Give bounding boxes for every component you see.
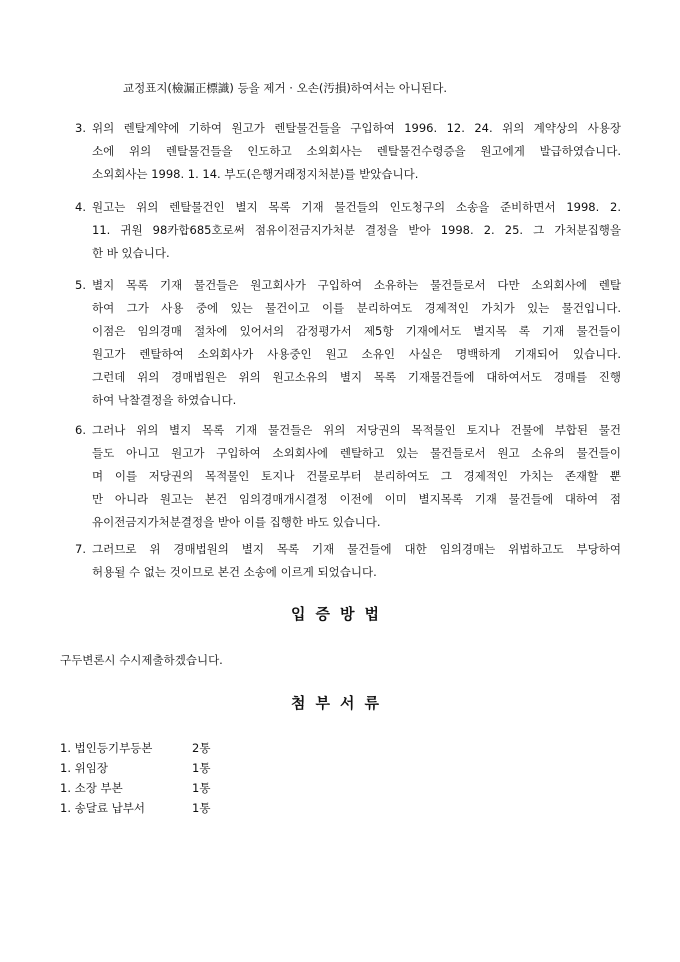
paragraph-line: 원고가 렌탈하여 소외회사가 사용중인 원고 소유인 사실은 명백하게 기재되어 있습니다. bbox=[92, 347, 621, 361]
paragraph-item-5 bbox=[75, 274, 621, 412]
paragraph-item-6 bbox=[75, 419, 621, 534]
attachments-heading: 첨부서류 bbox=[291, 694, 389, 712]
attachment-name: 1. 소장 부본 bbox=[60, 781, 123, 795]
paragraph-line: 한 바 있습니다. bbox=[92, 246, 170, 260]
paragraph-line: 유이전금지가처분결정을 받아 이를 집행한 바도 있습니다. bbox=[92, 515, 381, 529]
paragraph-line: 소에 위의 렌탈물건들을 인도하고 소외회사는 렌탈물건수령증을 원고에게 발급하였습니다. bbox=[92, 144, 621, 158]
paragraph-line: 그런데 위의 경매법원은 위의 원고소유의 별지 목록 기재물건들에 대하여서도 경매를 진행 bbox=[92, 370, 621, 384]
continuation-line: 교정표지(檢漏正標識) 등을 제거 · 오손(汚損)하여서는 아니된다. bbox=[123, 81, 447, 95]
paragraph-line: 허용될 수 없는 것이므로 본건 소송에 이르게 되었습니다. bbox=[92, 565, 377, 579]
item-number: 3. bbox=[75, 121, 86, 135]
attachment-name: 1. 법인등기부등본 bbox=[60, 741, 153, 755]
paragraph-item-4 bbox=[75, 196, 621, 265]
paragraph-line: 들도 아니고 원고가 구입하여 소외회사에 렌탈하고 있는 물건들로서 원고 소유의 물건들이 bbox=[92, 446, 621, 460]
evidence-heading: 입증방법 bbox=[291, 605, 389, 623]
paragraph-line: 그러므로 위 경매법원의 별지 목록 기재 물건들에 대한 임의경매는 위법하고도 부당하여 bbox=[92, 542, 621, 556]
paragraph-line: 11. 귀원 98카합685호로써 점유이전금지가처분 결정을 받아 1998. 2. 25. 그 가처분집행을 bbox=[92, 223, 621, 237]
attachment-quantity: 1통 bbox=[192, 761, 211, 775]
paragraph-line: 위의 렌탈계약에 기하여 원고가 렌탈물건들을 구입하여 1996. 12. 24. 위의 계약상의 사용장 bbox=[92, 121, 621, 135]
item-number: 6. bbox=[75, 423, 86, 437]
paragraph-line: 원고는 위의 렌탈물건인 별지 목록 기재 물건들의 인도청구의 소송을 준비하면서 1998. 2. bbox=[92, 200, 621, 214]
attachment-quantity: 2통 bbox=[192, 741, 211, 755]
evidence-text: 구두변론시 수시제출하겠습니다. bbox=[60, 653, 223, 667]
paragraph-line: 소외회사는 1998. 1. 14. 부도(은행거래정지처분)를 받았습니다. bbox=[92, 167, 419, 181]
attachment-quantity: 1통 bbox=[192, 781, 211, 795]
paragraph-item-3 bbox=[75, 117, 621, 186]
paragraph-line: 하여 그가 사용 중에 있는 물건이고 이를 분리하여도 경제적인 가치가 있는 물건입니다. bbox=[92, 301, 621, 315]
paragraph-line: 별지 목록 기재 물건들은 원고회사가 구입하여 소유하는 물건들로서 다만 소외회사에 렌탈 bbox=[92, 278, 621, 292]
paragraph-item-7 bbox=[75, 538, 621, 584]
paragraph-line: 그러나 위의 별지 목록 기재 물건들은 위의 저당권의 목적물인 토지나 건물에 부합된 물건 bbox=[92, 423, 621, 437]
attachment-row bbox=[60, 778, 210, 798]
attachment-quantity: 1통 bbox=[192, 801, 211, 815]
attachment-name: 1. 송달료 납부서 bbox=[60, 801, 145, 815]
attachment-row bbox=[60, 758, 210, 778]
item-number: 4. bbox=[75, 200, 86, 214]
item-number: 7. bbox=[75, 542, 86, 556]
paragraph-line: 이점은 임의경매 절차에 있어서의 감정평가서 제5항 기재에서도 별지목 록 기재 물건들이 bbox=[92, 324, 621, 338]
attachment-row bbox=[60, 738, 210, 758]
attachment-name: 1. 위임장 bbox=[60, 761, 108, 775]
paragraph-line: 며 이를 저당권의 목적물인 토지나 건물로부터 분리하여도 그 경제적인 가치는 존재할 뿐 bbox=[92, 469, 621, 483]
attachment-row bbox=[60, 798, 210, 818]
paragraph-line: 하여 낙찰결정을 하였습니다. bbox=[92, 393, 237, 407]
paragraph-line: 만 아니라 원고는 본건 임의경매개시결정 이전에 이미 별지목록 기재 물건들에 대하여 점 bbox=[92, 492, 621, 506]
item-number: 5. bbox=[75, 278, 86, 292]
